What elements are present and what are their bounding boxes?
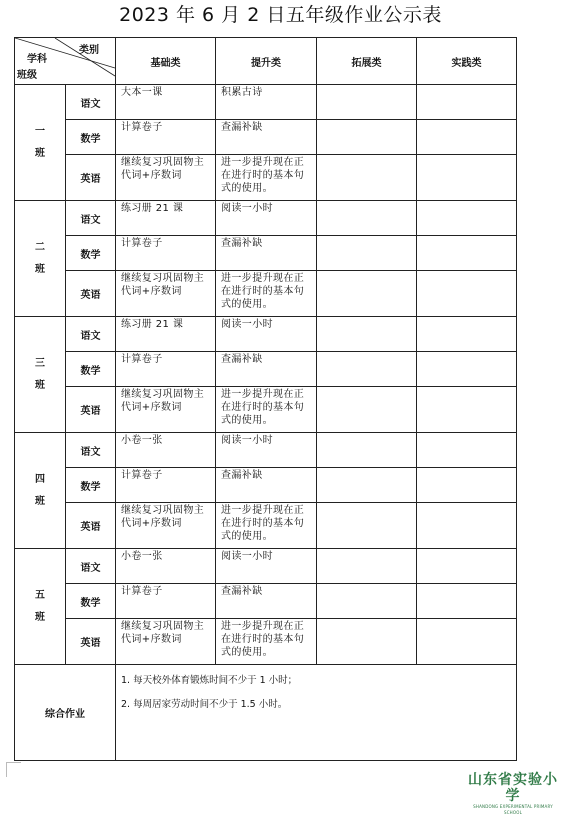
col-header-improve: 提升类 bbox=[216, 38, 317, 85]
extend-homework-cell bbox=[317, 120, 417, 155]
improve-homework-cell bbox=[216, 549, 317, 584]
table-row bbox=[15, 85, 517, 120]
basic-homework-cell bbox=[116, 503, 216, 549]
subject-cell: 英语 bbox=[66, 503, 116, 549]
extend-homework-cell bbox=[317, 317, 417, 352]
practice-homework-cell bbox=[417, 387, 517, 433]
subject-cell: 语文 bbox=[66, 433, 116, 468]
basic-homework-cell bbox=[116, 155, 216, 201]
class-name: 二 班 bbox=[35, 241, 45, 275]
practice-homework-text bbox=[417, 120, 516, 122]
extend-homework-cell bbox=[317, 619, 417, 665]
logo-subtitle: SHANDONG EXPERIMENTAL PRIMARY SCHOOL bbox=[473, 804, 553, 815]
subject-cell: 英语 bbox=[66, 387, 116, 433]
improve-homework-cell bbox=[216, 387, 317, 433]
practice-homework-text bbox=[417, 433, 516, 435]
extend-homework-cell bbox=[317, 468, 417, 503]
practice-homework-cell bbox=[417, 317, 517, 352]
basic-homework-text: 继续复习巩固物主代词+序数词 bbox=[121, 157, 205, 181]
comprehensive-label: 综合作业 bbox=[15, 665, 116, 761]
improve-homework-text: 查漏补缺 bbox=[221, 354, 263, 365]
practice-homework-cell bbox=[417, 619, 517, 665]
subject-cell: 数学 bbox=[66, 584, 116, 619]
basic-homework-cell bbox=[116, 433, 216, 468]
subject-cell: 语文 bbox=[66, 201, 116, 236]
page-corner-mark bbox=[6, 762, 21, 777]
col-header-extend: 拓展类 bbox=[317, 38, 417, 85]
practice-homework-cell bbox=[417, 155, 517, 201]
extend-homework-cell bbox=[317, 155, 417, 201]
improve-homework-cell bbox=[216, 236, 317, 271]
class-name-cell bbox=[15, 85, 66, 201]
practice-homework-text bbox=[417, 155, 516, 157]
table-row bbox=[15, 271, 517, 317]
extend-homework-text bbox=[317, 549, 416, 551]
basic-homework-cell bbox=[116, 85, 216, 120]
improve-homework-text: 阅读一小时 bbox=[221, 435, 273, 446]
class-label: 班级 bbox=[17, 70, 37, 81]
homework-table bbox=[14, 37, 517, 761]
class-name: 三 班 bbox=[35, 357, 45, 391]
extend-homework-cell bbox=[317, 433, 417, 468]
basic-homework-text: 计算卷子 bbox=[121, 238, 163, 249]
basic-homework-text: 继续复习巩固物主代词+序数词 bbox=[121, 621, 205, 645]
improve-homework-cell bbox=[216, 120, 317, 155]
extend-homework-text bbox=[317, 352, 416, 354]
basic-homework-text: 继续复习巩固物主代词+序数词 bbox=[121, 273, 205, 297]
class-name-cell bbox=[15, 549, 66, 665]
table-row bbox=[15, 120, 517, 155]
improve-homework-text: 阅读一小时 bbox=[221, 551, 273, 562]
basic-homework-cell bbox=[116, 619, 216, 665]
basic-homework-cell bbox=[116, 468, 216, 503]
table-row bbox=[15, 317, 517, 352]
practice-homework-text bbox=[417, 317, 516, 319]
improve-homework-cell bbox=[216, 433, 317, 468]
basic-homework-cell bbox=[116, 120, 216, 155]
basic-homework-cell bbox=[116, 317, 216, 352]
extend-homework-cell bbox=[317, 584, 417, 619]
extend-homework-text bbox=[317, 468, 416, 470]
improve-homework-text: 查漏补缺 bbox=[221, 470, 263, 481]
table-row bbox=[15, 468, 517, 503]
comprehensive-row bbox=[15, 665, 517, 761]
practice-homework-text bbox=[417, 236, 516, 238]
improve-homework-cell bbox=[216, 85, 317, 120]
table-row bbox=[15, 549, 517, 584]
basic-homework-cell bbox=[116, 201, 216, 236]
extend-homework-cell bbox=[317, 387, 417, 433]
class-name-cell bbox=[15, 433, 66, 549]
improve-homework-text: 积累古诗 bbox=[221, 87, 263, 98]
improve-homework-cell bbox=[216, 352, 317, 387]
extend-homework-text bbox=[317, 271, 416, 273]
table-row bbox=[15, 201, 517, 236]
table-row bbox=[15, 155, 517, 201]
practice-homework-cell bbox=[417, 433, 517, 468]
class-name: 四 班 bbox=[35, 473, 45, 507]
improve-homework-text: 阅读一小时 bbox=[221, 203, 273, 214]
extend-homework-cell bbox=[317, 271, 417, 317]
improve-homework-cell bbox=[216, 468, 317, 503]
practice-homework-text bbox=[417, 271, 516, 273]
col-header-basic: 基础类 bbox=[116, 38, 216, 85]
practice-homework-cell bbox=[417, 271, 517, 317]
basic-homework-cell bbox=[116, 271, 216, 317]
extend-homework-text bbox=[317, 387, 416, 389]
extend-homework-cell bbox=[317, 201, 417, 236]
table-row bbox=[15, 433, 517, 468]
basic-homework-text: 小卷一张 bbox=[121, 435, 163, 446]
basic-homework-text: 继续复习巩固物主代词+序数词 bbox=[121, 389, 205, 413]
improve-homework-cell bbox=[216, 317, 317, 352]
practice-homework-cell bbox=[417, 120, 517, 155]
subject-cell: 英语 bbox=[66, 619, 116, 665]
extend-homework-text bbox=[317, 619, 416, 621]
subject-cell: 语文 bbox=[66, 317, 116, 352]
col-header-practice: 实践类 bbox=[417, 38, 517, 85]
practice-homework-cell bbox=[417, 201, 517, 236]
extend-homework-cell bbox=[317, 85, 417, 120]
subject-cell: 英语 bbox=[66, 271, 116, 317]
practice-homework-cell bbox=[417, 503, 517, 549]
practice-homework-text bbox=[417, 201, 516, 203]
comprehensive-item: 2. 每周居家劳动时间不少于 1.5 小时。 bbox=[121, 699, 288, 710]
subject-cell: 英语 bbox=[66, 155, 116, 201]
improve-homework-text: 查漏补缺 bbox=[221, 586, 263, 597]
category-label: 类别 bbox=[79, 45, 99, 56]
table-row bbox=[15, 584, 517, 619]
table-row bbox=[15, 619, 517, 665]
page-title: 2023 年 6 月 2 日五年级作业公示表 bbox=[119, 4, 442, 26]
header-row bbox=[15, 38, 517, 85]
extend-homework-cell bbox=[317, 236, 417, 271]
basic-homework-text: 练习册 21 课 bbox=[121, 319, 184, 330]
improve-homework-text: 查漏补缺 bbox=[221, 122, 263, 133]
basic-homework-text: 继续复习巩固物主代词+序数词 bbox=[121, 505, 205, 529]
extend-homework-text bbox=[317, 584, 416, 586]
basic-homework-cell bbox=[116, 549, 216, 584]
improve-homework-cell bbox=[216, 619, 317, 665]
subject-cell: 数学 bbox=[66, 236, 116, 271]
practice-homework-cell bbox=[417, 85, 517, 120]
basic-homework-text: 大本一课 bbox=[121, 87, 163, 98]
basic-homework-text: 小卷一张 bbox=[121, 551, 163, 562]
extend-homework-text bbox=[317, 317, 416, 319]
basic-homework-text: 计算卷子 bbox=[121, 586, 163, 597]
basic-homework-text: 计算卷子 bbox=[121, 354, 163, 365]
subject-label: 学科 bbox=[27, 54, 47, 65]
basic-homework-cell bbox=[116, 584, 216, 619]
subject-cell: 数学 bbox=[66, 120, 116, 155]
basic-homework-text: 计算卷子 bbox=[121, 470, 163, 481]
practice-homework-cell bbox=[417, 236, 517, 271]
basic-homework-text: 练习册 21 课 bbox=[121, 203, 184, 214]
table-row bbox=[15, 352, 517, 387]
improve-homework-cell bbox=[216, 584, 317, 619]
comprehensive-content bbox=[116, 665, 517, 761]
practice-homework-cell bbox=[417, 352, 517, 387]
practice-homework-text bbox=[417, 584, 516, 586]
table-row bbox=[15, 236, 517, 271]
subject-cell: 语文 bbox=[66, 85, 116, 120]
practice-homework-text bbox=[417, 549, 516, 551]
practice-homework-cell bbox=[417, 468, 517, 503]
basic-homework-text: 计算卷子 bbox=[121, 122, 163, 133]
extend-homework-text bbox=[317, 201, 416, 203]
table-row bbox=[15, 503, 517, 549]
improve-homework-text: 进一步提升现在正在进行时的基本句式的使用。 bbox=[221, 273, 305, 310]
table-row bbox=[15, 387, 517, 433]
practice-homework-cell bbox=[417, 549, 517, 584]
extend-homework-text bbox=[317, 433, 416, 435]
improve-homework-text: 进一步提升现在正在进行时的基本句式的使用。 bbox=[221, 157, 305, 194]
improve-homework-text: 进一步提升现在正在进行时的基本句式的使用。 bbox=[221, 621, 305, 658]
practice-homework-text bbox=[417, 85, 516, 87]
subject-cell: 语文 bbox=[66, 549, 116, 584]
logo-name: 山东省实验小学 bbox=[468, 772, 558, 804]
subject-cell: 数学 bbox=[66, 352, 116, 387]
class-name-cell bbox=[15, 317, 66, 433]
practice-homework-text bbox=[417, 503, 516, 505]
practice-homework-text bbox=[417, 352, 516, 354]
improve-homework-cell bbox=[216, 201, 317, 236]
header-diagonal-cell bbox=[15, 38, 116, 85]
class-name: 一 班 bbox=[35, 125, 45, 159]
improve-homework-cell bbox=[216, 503, 317, 549]
school-logo bbox=[468, 772, 558, 816]
table-body bbox=[15, 38, 517, 761]
comprehensive-item: 1. 每天校外体育锻炼时间不少于 1 小时； bbox=[121, 675, 298, 686]
improve-homework-text: 阅读一小时 bbox=[221, 319, 273, 330]
extend-homework-text bbox=[317, 503, 416, 505]
improve-homework-cell bbox=[216, 271, 317, 317]
extend-homework-cell bbox=[317, 352, 417, 387]
class-name-cell bbox=[15, 201, 66, 317]
practice-homework-cell bbox=[417, 584, 517, 619]
improve-homework-text: 进一步提升现在正在进行时的基本句式的使用。 bbox=[221, 389, 305, 426]
practice-homework-text bbox=[417, 468, 516, 470]
extend-homework-text bbox=[317, 120, 416, 122]
extend-homework-text bbox=[317, 85, 416, 87]
practice-homework-text bbox=[417, 387, 516, 389]
basic-homework-cell bbox=[116, 236, 216, 271]
basic-homework-cell bbox=[116, 387, 216, 433]
extend-homework-text bbox=[317, 155, 416, 157]
subject-cell: 数学 bbox=[66, 468, 116, 503]
practice-homework-text bbox=[417, 619, 516, 621]
extend-homework-cell bbox=[317, 503, 417, 549]
class-name: 五 班 bbox=[35, 589, 45, 623]
basic-homework-cell bbox=[116, 352, 216, 387]
improve-homework-text: 查漏补缺 bbox=[221, 238, 263, 249]
extend-homework-cell bbox=[317, 549, 417, 584]
improve-homework-text: 进一步提升现在正在进行时的基本句式的使用。 bbox=[221, 505, 305, 542]
improve-homework-cell bbox=[216, 155, 317, 201]
extend-homework-text bbox=[317, 236, 416, 238]
